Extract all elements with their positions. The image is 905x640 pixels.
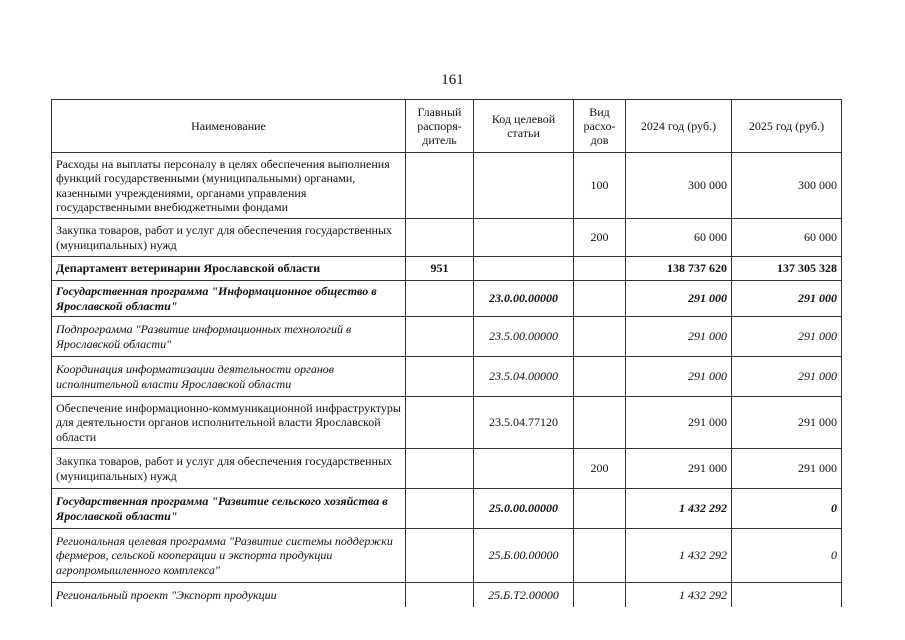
row-2025: 291 000: [732, 397, 842, 449]
row-code: 23.5.04.00000: [474, 357, 574, 397]
row-2024: 291 000: [626, 449, 732, 489]
header-manager: Главный распоря-дитель: [406, 100, 474, 153]
table-row: [52, 153, 842, 219]
row-manager: [406, 317, 474, 357]
budget-table: [51, 99, 842, 607]
row-type: [574, 397, 626, 449]
row-2025: 137 305 328: [732, 257, 842, 281]
row-2025: 291 000: [732, 449, 842, 489]
row-name: Закупка товаров, работ и услуг для обеспечения государственных (муниципальных) нужд: [52, 219, 406, 257]
row-type: [574, 317, 626, 357]
table-row: [52, 529, 842, 583]
header-2025: 2025 год (руб.): [732, 100, 842, 153]
row-manager: [406, 281, 474, 317]
row-code: [474, 219, 574, 257]
row-type: [574, 257, 626, 281]
row-2025: 0: [732, 489, 842, 529]
row-2025: 300 000: [732, 153, 842, 219]
row-name: Региональный проект "Экспорт продукции: [52, 583, 406, 607]
row-manager: [406, 449, 474, 489]
table-row: [52, 357, 842, 397]
row-type: [574, 529, 626, 583]
table-row: [52, 219, 842, 257]
row-2024: 300 000: [626, 153, 732, 219]
row-code: 25.0.00.00000: [474, 489, 574, 529]
row-2024: 291 000: [626, 397, 732, 449]
row-manager: [406, 583, 474, 607]
row-2025: [732, 583, 842, 607]
row-manager: [406, 357, 474, 397]
row-name: Департамент ветеринарии Ярославской области: [52, 257, 406, 281]
row-2025: 291 000: [732, 317, 842, 357]
row-2024: 60 000: [626, 219, 732, 257]
table-row: [52, 281, 842, 317]
row-code: [474, 257, 574, 281]
row-2025: 291 000: [732, 357, 842, 397]
row-2024: 1 432 292: [626, 489, 732, 529]
row-code: 25.Б.Т2.00000: [474, 583, 574, 607]
row-type: 100: [574, 153, 626, 219]
row-2025: 0: [732, 529, 842, 583]
page-number: 161: [441, 72, 464, 88]
row-type: [574, 281, 626, 317]
row-name: Государственная программа "Развитие сельского хозяйства в Ярославской области": [52, 489, 406, 529]
row-2024: 291 000: [626, 317, 732, 357]
row-manager: 951: [406, 257, 474, 281]
header-type: Вид расхо-дов: [574, 100, 626, 153]
row-manager: [406, 219, 474, 257]
row-type: [574, 583, 626, 607]
row-manager: [406, 529, 474, 583]
table-row: [52, 397, 842, 449]
header-2024: 2024 год (руб.): [626, 100, 732, 153]
table-row: [52, 317, 842, 357]
row-name: Региональная целевая программа "Развитие системы поддержки фермеров, сельской кооперации и экспорта продукции агропромышленного комплекса": [52, 529, 406, 583]
row-name: Обеспечение информационно-коммуникационной инфраструктуры для деятельности органов исполнительной власти Ярославской области: [52, 397, 406, 449]
row-type: [574, 357, 626, 397]
table-header-row: [52, 100, 842, 153]
row-name: Государственная программа "Информационное общество в Ярославской области": [52, 281, 406, 317]
table-row: [52, 489, 842, 529]
row-code: 23.0.00.00000: [474, 281, 574, 317]
table-row: [52, 449, 842, 489]
row-code: [474, 153, 574, 219]
table-row: [52, 257, 842, 281]
row-code: 23.5.04.77120: [474, 397, 574, 449]
row-code: 23.5.00.00000: [474, 317, 574, 357]
row-type: [574, 489, 626, 529]
row-2024: 1 432 292: [626, 583, 732, 607]
row-name: Подпрограмма "Развитие информационных технологий в Ярославской области": [52, 317, 406, 357]
row-2024: 138 737 620: [626, 257, 732, 281]
row-code: 25.Б.00.00000: [474, 529, 574, 583]
row-code: [474, 449, 574, 489]
header-code: Код целевой статьи: [474, 100, 574, 153]
row-2025: 291 000: [732, 281, 842, 317]
row-name: Расходы на выплаты персоналу в целях обеспечения выполнения функций государственными (муниципальными) органами, казенными учреждениями, органами управления государственными внебюджетными фондами: [52, 153, 406, 219]
row-2024: 291 000: [626, 281, 732, 317]
row-2025: 60 000: [732, 219, 842, 257]
header-name: Наименование: [52, 100, 406, 153]
row-manager: [406, 153, 474, 219]
row-2024: 1 432 292: [626, 529, 732, 583]
row-manager: [406, 397, 474, 449]
row-manager: [406, 489, 474, 529]
table-row: [52, 583, 842, 607]
row-name: Координация информатизации деятельности органов исполнительной власти Ярославской области: [52, 357, 406, 397]
row-2024: 291 000: [626, 357, 732, 397]
row-type: 200: [574, 219, 626, 257]
row-type: 200: [574, 449, 626, 489]
row-name: Закупка товаров, работ и услуг для обеспечения государственных (муниципальных) нужд: [52, 449, 406, 489]
